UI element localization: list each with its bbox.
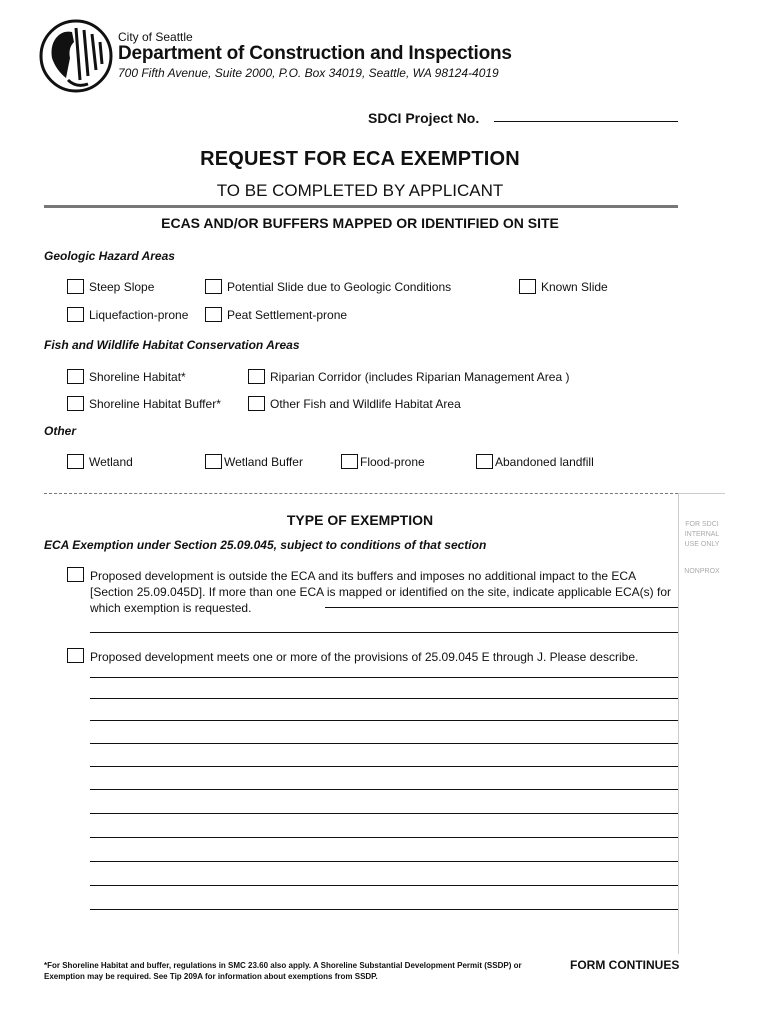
checkbox-box[interactable] xyxy=(205,307,222,322)
checkbox-box[interactable] xyxy=(67,454,84,469)
option-outside-eca-text: Proposed development is outside the ECA and its buffers and imposes no additional impact to the ECA [Section 25.09.045D]. If more than one ECA is mapped or identified on the site, indicate applicable ECA(s) for which exemption is requested. xyxy=(90,569,671,615)
checkbox-box[interactable] xyxy=(248,369,265,384)
checkbox-box[interactable] xyxy=(67,369,84,384)
description-line[interactable] xyxy=(90,766,678,767)
description-line[interactable] xyxy=(90,909,678,910)
checkbox-wetland[interactable] xyxy=(67,454,133,469)
checkbox-label: Liquefaction-prone xyxy=(89,307,189,322)
checkbox-option-provisions[interactable] xyxy=(67,648,84,663)
checkbox-label: Potential Slide due to Geologic Conditions xyxy=(227,279,452,294)
department-name: Department of Construction and Inspections xyxy=(118,43,512,64)
checkbox-label: Known Slide xyxy=(541,279,608,294)
checkbox-label: Wetland xyxy=(89,454,133,469)
checkbox-box[interactable] xyxy=(67,279,84,294)
answer-line[interactable] xyxy=(90,632,678,633)
checkbox-label: Riparian Corridor (includes Riparian Management Area ) xyxy=(270,369,570,384)
checkbox-label: Shoreline Habitat* xyxy=(89,369,186,384)
checkbox-label: Flood-prone xyxy=(360,454,425,469)
description-line[interactable] xyxy=(90,677,678,678)
checkbox-label: Steep Slope xyxy=(89,279,155,294)
section-divider xyxy=(44,493,678,494)
checkbox-liquefaction[interactable] xyxy=(67,307,188,322)
section-divider xyxy=(44,205,678,208)
checkbox-label: Other Fish and Wildlife Habitat Area xyxy=(270,396,461,411)
checkbox-peat-settlement[interactable] xyxy=(205,307,347,322)
checkbox-steep-slope[interactable] xyxy=(67,279,154,294)
checkbox-potential-slide[interactable] xyxy=(205,279,451,294)
description-line[interactable] xyxy=(90,861,678,862)
shoreline-footnote: *For Shoreline Habitat and buffer, regulations in SMC 23.60 also apply. A Shoreline Substantial Development Permit (SSDP) or Exemption may be required. See Tip 209A for information about exemptions from SSDP. xyxy=(44,961,522,981)
checkbox-shoreline-buffer[interactable] xyxy=(67,396,221,411)
other-category-label: Other xyxy=(44,424,77,438)
checkbox-shoreline-habitat[interactable] xyxy=(67,369,186,384)
checkbox-option-outside-eca[interactable] xyxy=(67,567,84,582)
form-title: REQUEST FOR ECA EXEMPTION xyxy=(200,148,520,170)
department-address: 700 Fifth Avenue, Suite 2000, P.O. Box 34019, Seattle, WA 98124-4019 xyxy=(118,66,499,80)
description-line[interactable] xyxy=(90,720,678,721)
description-line[interactable] xyxy=(90,743,678,744)
seattle-seal-logo xyxy=(38,18,114,94)
project-number-label: SDCI Project No. xyxy=(368,110,480,126)
checkbox-box[interactable] xyxy=(519,279,536,294)
checkbox-label: Shoreline Habitat Buffer* xyxy=(89,396,221,411)
checkbox-box[interactable] xyxy=(67,307,84,322)
checkbox-box[interactable] xyxy=(67,396,84,411)
checkbox-flood-prone[interactable] xyxy=(341,454,425,469)
option-provisions-text: Proposed development meets one or more of the provisions of 25.09.045 E through J. Please describe. xyxy=(90,650,639,664)
description-line[interactable] xyxy=(90,698,678,699)
description-line[interactable] xyxy=(90,789,678,790)
checkbox-box[interactable] xyxy=(476,454,493,469)
checkbox-box[interactable] xyxy=(205,454,222,469)
internal-use-label: FOR SDCI INTERNAL USE ONLY xyxy=(684,521,720,548)
description-line[interactable] xyxy=(90,885,678,886)
checkbox-label: Abandoned landfill xyxy=(495,454,594,469)
exemption-subheading: ECA Exemption under Section 25.09.045, subject to conditions of that section xyxy=(44,538,487,552)
eca-answer-line[interactable] xyxy=(325,607,678,608)
fish-category-label: Fish and Wildlife Habitat Conservation Areas xyxy=(44,338,300,352)
internal-code-label: NONPROX xyxy=(684,568,720,575)
checkbox-other-fish-wildlife[interactable] xyxy=(248,396,461,411)
internal-use-sidebar xyxy=(678,493,725,954)
geologic-category-label: Geologic Hazard Areas xyxy=(44,249,175,263)
description-line[interactable] xyxy=(90,837,678,838)
checkbox-box[interactable] xyxy=(248,396,265,411)
ecas-heading: ECAS AND/OR BUFFERS MAPPED OR IDENTIFIED ON SITE xyxy=(161,215,559,231)
city-name: City of Seattle xyxy=(118,30,193,44)
form-continues-label: FORM CONTINUES xyxy=(570,958,680,972)
description-line[interactable] xyxy=(90,813,678,814)
checkbox-box[interactable] xyxy=(341,454,358,469)
project-number-field[interactable] xyxy=(494,121,678,122)
exemption-heading: TYPE OF EXEMPTION xyxy=(286,512,434,528)
checkbox-label: Peat Settlement-prone xyxy=(227,307,348,322)
checkbox-wetland-buffer[interactable] xyxy=(205,454,303,469)
checkbox-known-slide[interactable] xyxy=(519,279,608,294)
checkbox-abandoned-landfill[interactable] xyxy=(476,454,594,469)
form-subtitle: TO BE COMPLETED BY APPLICANT xyxy=(216,181,504,200)
checkbox-label: Wetland Buffer xyxy=(224,454,303,469)
checkbox-box[interactable] xyxy=(205,279,222,294)
checkbox-riparian-corridor[interactable] xyxy=(248,369,569,384)
